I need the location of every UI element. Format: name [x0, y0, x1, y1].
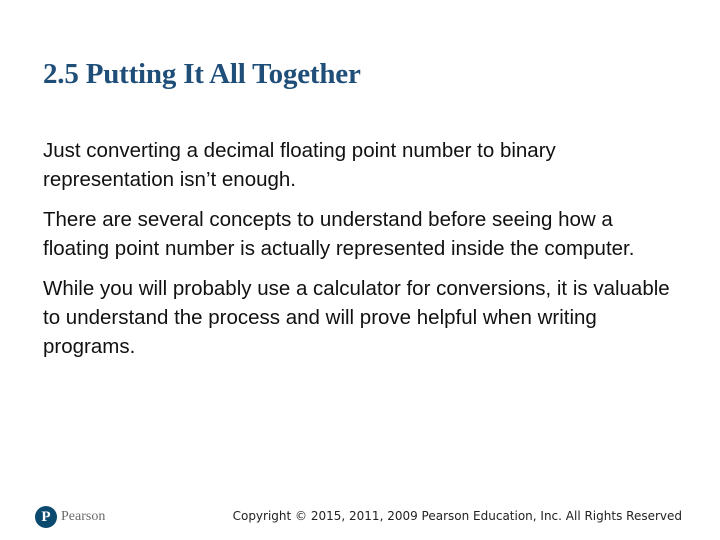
pearson-logo-wordmark: Pearson: [61, 509, 106, 524]
slide-body: [43, 136, 683, 372]
pearson-logo: [35, 505, 105, 529]
copyright-notice: Copyright © 2015, 2011, 2009 Pearson Education, Inc. All Rights Reserved: [232, 509, 682, 523]
body-paragraph-2: There are several concepts to understand before seeing how a floating point number is actually represented inside the computer.: [43, 208, 635, 260]
body-paragraph-1: Just converting a decimal floating point number to binary representation isn’t enough.: [43, 139, 556, 191]
pearson-logo-icon: P: [35, 506, 57, 528]
slide-title: 2.5 Putting It All Together: [43, 58, 361, 90]
body-paragraph-3: While you will probably use a calculator for conversions, it is valuable to understand the process and will prove helpful when writing programs.: [43, 277, 670, 358]
